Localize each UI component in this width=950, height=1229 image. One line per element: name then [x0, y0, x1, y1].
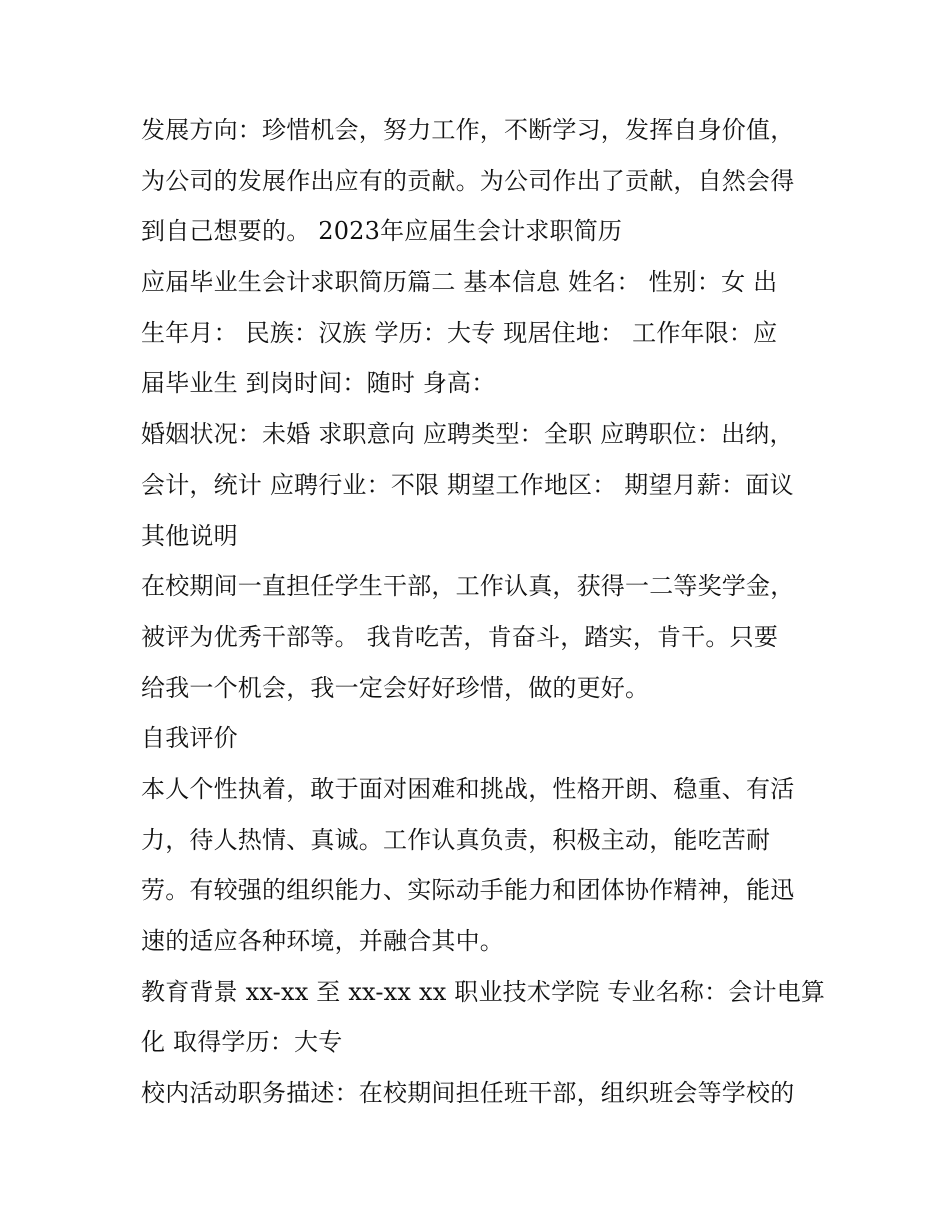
text-line: 届毕业生 到岗时间：随时 身高： — [141, 369, 496, 398]
text-line: 会计，统计 应聘行业：不限 期望工作地区： 期望月薪：面议 — [141, 470, 794, 499]
text-line: 婚姻状况：未婚 求职意向 应聘类型：全职 应聘职位：出纳， — [141, 420, 794, 449]
text-line: 生年月： 民族：汉族 学历：大专 现居住地： 工作年限：应 — [141, 318, 778, 347]
text-line: 在校期间一直担任学生干部，工作认真，获得一二等奖学金， — [141, 572, 795, 601]
text-line: 校内活动职务描述：在校期间担任班干部，组织班会等学校的 — [141, 1079, 795, 1108]
text-line: 为公司的发展作出应有的贡献。为公司作出了贡献，自然会得 — [141, 166, 795, 195]
text-line: 发展方向：珍惜机会，努力工作，不断学习，发挥自身价值， — [141, 116, 795, 144]
text-line: 力，待人热情、真诚。工作认真负责，积极主动，能吃苦耐 — [141, 825, 771, 854]
section-heading-self-evaluation: 自我评价 — [141, 724, 238, 753]
text-line: 到自己想要的。 2023年应届生会计求职简历 — [141, 217, 623, 246]
text-line: 被评为优秀干部等。 我肯吃苦，肯奋斗，踏实，肯干。只要 — [141, 622, 779, 651]
text-line: 本人个性执着，敢于面对困难和挑战，性格开朗、稳重、有活 — [141, 774, 795, 803]
text-line: 教育背景 xx-xx 至 xx-xx xx 职业技术学院 专业名称：会计电算 — [141, 977, 826, 1006]
text-line: 应届毕业生会计求职简历篇二 基本信息 姓名： 性别：女 出 — [141, 268, 778, 297]
text-line: 劳。有较强的组织能力、实际动手能力和团体协作精神，能迅 — [141, 876, 795, 905]
text-line: 给我一个机会，我一定会好好珍惜，做的更好。 — [141, 673, 650, 702]
section-heading-other: 其他说明 — [141, 521, 238, 550]
document-body — [141, 105, 826, 1119]
text-line: 速的适应各种环境，并融合其中。 — [141, 927, 504, 955]
text-line: 化 取得学历：大专 — [141, 1028, 343, 1057]
